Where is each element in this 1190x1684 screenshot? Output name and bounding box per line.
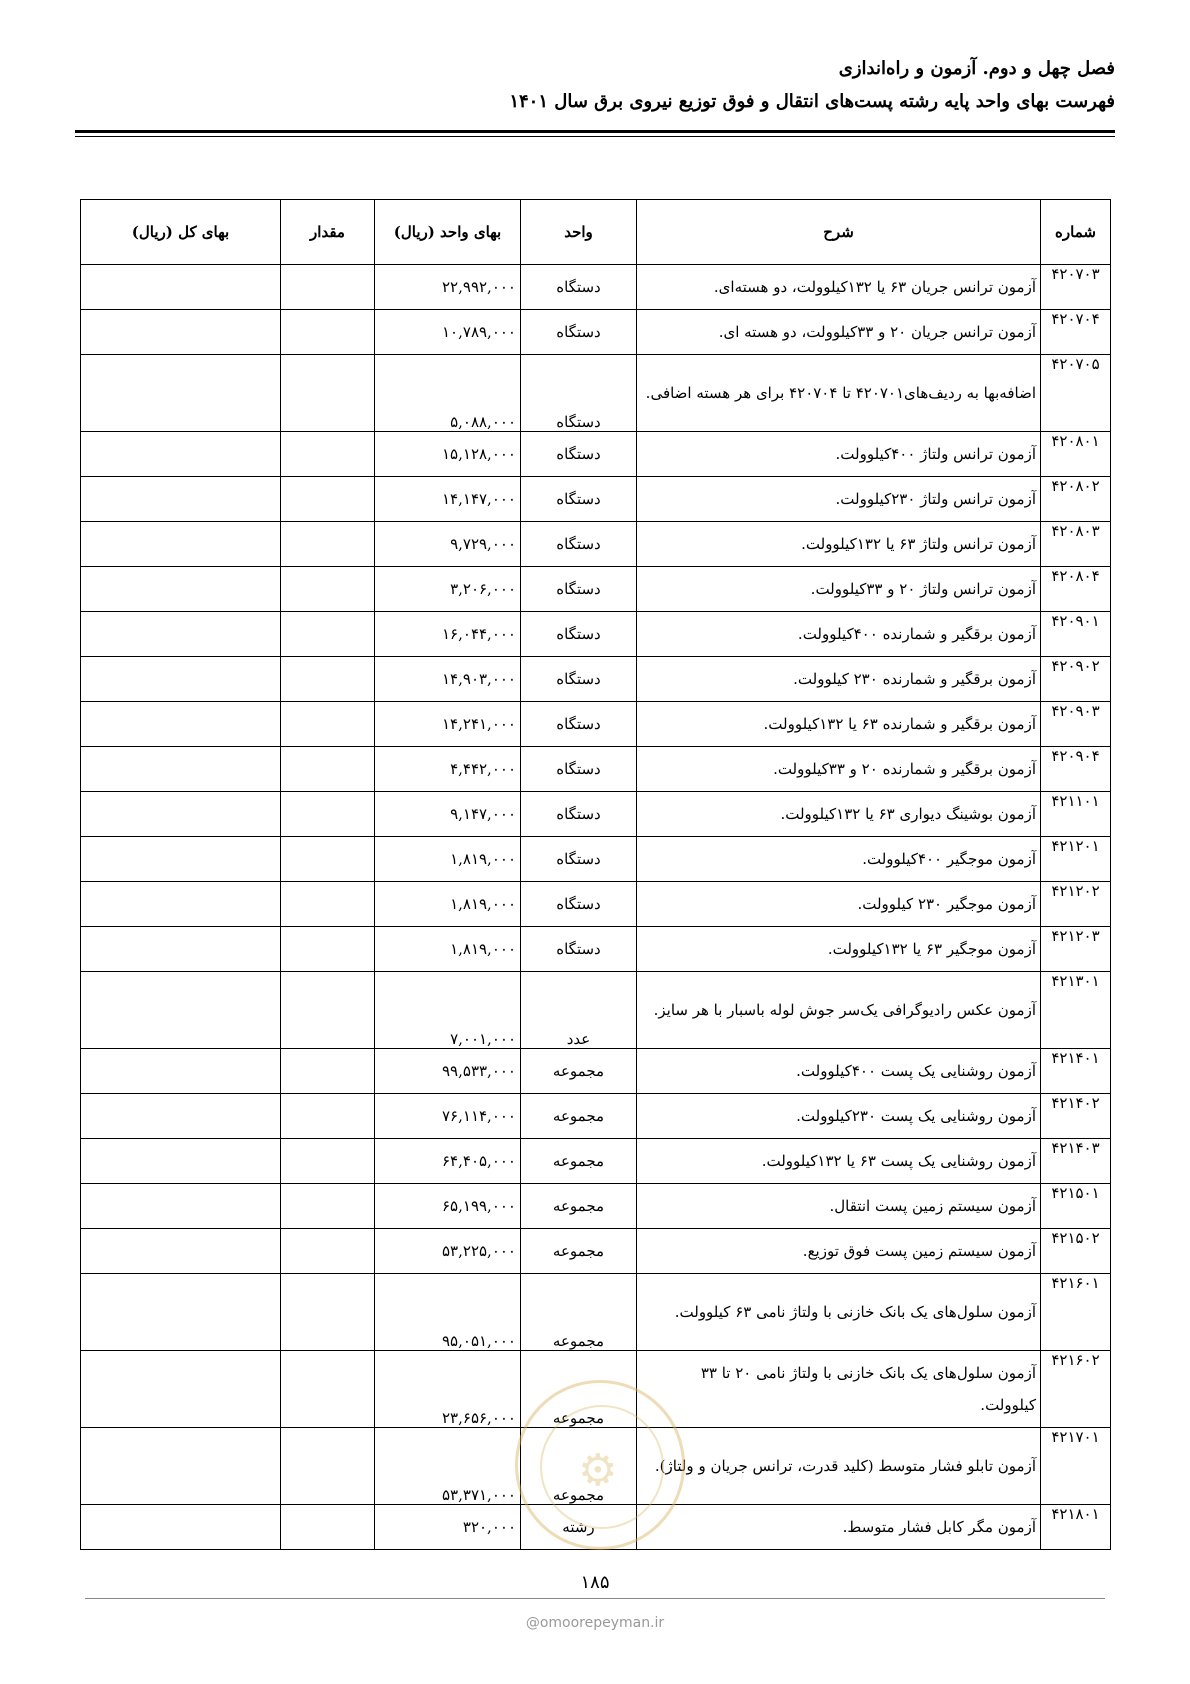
item-quantity	[281, 310, 375, 355]
item-total	[81, 522, 281, 567]
item-code: ۴۲۱۲۰۱	[1041, 837, 1111, 882]
item-total	[81, 1428, 281, 1505]
item-code: ۴۲۱۱۰۱	[1041, 792, 1111, 837]
table-row	[81, 522, 1111, 567]
item-unit-price: ۱۴,۱۴۷,۰۰۰	[375, 477, 521, 522]
item-code: ۴۲۱۴۰۱	[1041, 1049, 1111, 1094]
item-quantity	[281, 1229, 375, 1274]
item-total	[81, 837, 281, 882]
item-code: ۴۲۱۴۰۲	[1041, 1094, 1111, 1139]
item-unit: دستگاه	[521, 747, 637, 792]
website-watermark: @omoorepeyman.ir	[525, 1615, 665, 1631]
item-description: آزمون بوشینگ دیواری ۶۳ یا ۱۳۲کیلوولت.	[637, 792, 1041, 837]
item-unit-price: ۹,۱۴۷,۰۰۰	[375, 792, 521, 837]
item-code: ۴۲۰۷۰۵	[1041, 355, 1111, 432]
table-row	[81, 1094, 1111, 1139]
footer-rule	[85, 1598, 1105, 1599]
item-description: آزمون ترانس ولتاژ ۲۳۰کیلوولت.	[637, 477, 1041, 522]
item-code: ۴۲۱۵۰۲	[1041, 1229, 1111, 1274]
item-total	[81, 1139, 281, 1184]
item-description: آزمون سیستم زمین پست فوق توزیع.	[637, 1229, 1041, 1274]
item-unit-price: ۱۵,۱۲۸,۰۰۰	[375, 432, 521, 477]
item-unit: دستگاه	[521, 792, 637, 837]
item-quantity	[281, 792, 375, 837]
item-unit: عدد	[521, 972, 637, 1049]
item-unit: دستگاه	[521, 265, 637, 310]
item-unit: دستگاه	[521, 927, 637, 972]
item-unit-price: ۵۳,۲۲۵,۰۰۰	[375, 1229, 521, 1274]
item-description: آزمون ترانس جریان ۲۰ و ۳۳کیلوولت، دو هسته ای.	[637, 310, 1041, 355]
table-row	[81, 1049, 1111, 1094]
header-unit-price: بهای واحد (ریال)	[375, 200, 521, 265]
item-code: ۴۲۱۶۰۲	[1041, 1351, 1111, 1428]
item-total	[81, 1094, 281, 1139]
item-unit: دستگاه	[521, 657, 637, 702]
table-row	[81, 702, 1111, 747]
item-quantity	[281, 477, 375, 522]
item-unit-price: ۹,۷۲۹,۰۰۰	[375, 522, 521, 567]
item-total	[81, 477, 281, 522]
item-code: ۴۲۰۹۰۴	[1041, 747, 1111, 792]
header-total-price: بهای کل (ریال)	[81, 200, 281, 265]
item-total	[81, 657, 281, 702]
item-unit-price: ۲۲,۹۹۲,۰۰۰	[375, 265, 521, 310]
item-unit: رشته	[521, 1505, 637, 1550]
item-total	[81, 567, 281, 612]
item-unit: مجموعه	[521, 1428, 637, 1505]
table-row	[81, 1274, 1111, 1351]
item-quantity	[281, 1184, 375, 1229]
item-description: آزمون ترانس ولتاژ ۴۰۰کیلوولت.	[637, 432, 1041, 477]
item-total	[81, 702, 281, 747]
item-unit-price: ۱,۸۱۹,۰۰۰	[375, 882, 521, 927]
item-quantity	[281, 1274, 375, 1351]
item-unit: مجموعه	[521, 1229, 637, 1274]
item-quantity	[281, 1094, 375, 1139]
item-unit: مجموعه	[521, 1184, 637, 1229]
item-description: آزمون تابلو فشار متوسط (کلید قدرت، ترانس جریان و ولتاژ).	[637, 1428, 1041, 1505]
item-total	[81, 1184, 281, 1229]
item-unit-price: ۵,۰۸۸,۰۰۰	[375, 355, 521, 432]
item-total	[81, 612, 281, 657]
header-rule-thin	[75, 136, 1115, 137]
item-quantity	[281, 702, 375, 747]
item-code: ۴۲۱۶۰۱	[1041, 1274, 1111, 1351]
item-unit-price: ۱,۸۱۹,۰۰۰	[375, 927, 521, 972]
item-total	[81, 265, 281, 310]
item-description: آزمون موجگیر ۶۳ یا ۱۳۲کیلوولت.	[637, 927, 1041, 972]
item-code: ۴۲۰۸۰۲	[1041, 477, 1111, 522]
item-total	[81, 1049, 281, 1094]
item-description: آزمون برقگیر و شمارنده ۲۳۰ کیلوولت.	[637, 657, 1041, 702]
table-body	[81, 265, 1111, 1550]
table-row	[81, 792, 1111, 837]
item-unit: مجموعه	[521, 1049, 637, 1094]
table-row	[81, 837, 1111, 882]
item-description: آزمون سیستم زمین پست انتقال.	[637, 1184, 1041, 1229]
item-unit-price: ۹۵,۰۵۱,۰۰۰	[375, 1274, 521, 1351]
table-row	[81, 1428, 1111, 1505]
item-description: آزمون ترانس جریان ۶۳ یا ۱۳۲کیلوولت، دو هسته‌ای.	[637, 265, 1041, 310]
item-description: آزمون روشنایی یک پست ۲۳۰کیلوولت.	[637, 1094, 1041, 1139]
table-row	[81, 310, 1111, 355]
item-quantity	[281, 657, 375, 702]
item-total	[81, 1505, 281, 1550]
item-unit-price: ۲۳,۶۵۶,۰۰۰	[375, 1351, 521, 1428]
table-row	[81, 747, 1111, 792]
item-unit-price: ۱۴,۹۰۳,۰۰۰	[375, 657, 521, 702]
item-code: ۴۲۰۷۰۴	[1041, 310, 1111, 355]
item-quantity	[281, 1505, 375, 1550]
item-unit: مجموعه	[521, 1094, 637, 1139]
item-total	[81, 747, 281, 792]
item-unit: مجموعه	[521, 1274, 637, 1351]
item-quantity	[281, 612, 375, 657]
item-unit-price: ۶۵,۱۹۹,۰۰۰	[375, 1184, 521, 1229]
item-total	[81, 792, 281, 837]
header-unit: واحد	[521, 200, 637, 265]
item-total	[81, 972, 281, 1049]
page-header	[75, 58, 1115, 112]
item-total	[81, 1351, 281, 1428]
item-code: ۴۲۰۷۰۳	[1041, 265, 1111, 310]
page-number: ۱۸۵	[580, 1572, 610, 1593]
item-unit: دستگاه	[521, 612, 637, 657]
item-total	[81, 1229, 281, 1274]
item-unit-price: ۳۲۰,۰۰۰	[375, 1505, 521, 1550]
item-code: ۴۲۰۹۰۱	[1041, 612, 1111, 657]
item-unit: دستگاه	[521, 702, 637, 747]
item-unit: دستگاه	[521, 310, 637, 355]
item-code: ۴۲۰۸۰۴	[1041, 567, 1111, 612]
item-unit: دستگاه	[521, 837, 637, 882]
item-quantity	[281, 432, 375, 477]
item-unit: دستگاه	[521, 432, 637, 477]
item-code: ۴۲۰۸۰۱	[1041, 432, 1111, 477]
item-quantity	[281, 1139, 375, 1184]
item-code: ۴۲۱۴۰۳	[1041, 1139, 1111, 1184]
item-unit-price: ۱۶,۰۴۴,۰۰۰	[375, 612, 521, 657]
item-unit-price: ۵۳,۳۷۱,۰۰۰	[375, 1428, 521, 1505]
item-unit: دستگاه	[521, 477, 637, 522]
item-code: ۴۲۰۹۰۲	[1041, 657, 1111, 702]
item-quantity	[281, 355, 375, 432]
chapter-title: فصل چهل و دوم. آزمون و راه‌اندازی	[838, 58, 1115, 79]
table-row	[81, 477, 1111, 522]
item-description: آزمون برقگیر و شمارنده ۲۰ و ۳۳کیلوولت.	[637, 747, 1041, 792]
item-quantity	[281, 567, 375, 612]
item-unit-price: ۴,۴۴۲,۰۰۰	[375, 747, 521, 792]
item-code: ۴۲۰۹۰۳	[1041, 702, 1111, 747]
table-row	[81, 1184, 1111, 1229]
table-row	[81, 612, 1111, 657]
item-unit-price: ۳,۲۰۶,۰۰۰	[375, 567, 521, 612]
item-total	[81, 927, 281, 972]
item-code: ۴۲۱۳۰۱	[1041, 972, 1111, 1049]
item-quantity	[281, 972, 375, 1049]
item-unit-price: ۱۰,۷۸۹,۰۰۰	[375, 310, 521, 355]
item-unit-price: ۱,۸۱۹,۰۰۰	[375, 837, 521, 882]
table-row	[81, 882, 1111, 927]
header-quantity: مقدار	[281, 200, 375, 265]
table-row	[81, 567, 1111, 612]
item-quantity	[281, 882, 375, 927]
item-description: آزمون ترانس ولتاژ ۲۰ و ۳۳کیلوولت.	[637, 567, 1041, 612]
table-row	[81, 355, 1111, 432]
item-unit: دستگاه	[521, 522, 637, 567]
table-row	[81, 1229, 1111, 1274]
item-code: ۴۲۱۷۰۱	[1041, 1428, 1111, 1505]
item-total	[81, 1274, 281, 1351]
item-total	[81, 432, 281, 477]
item-description: آزمون روشنایی یک پست ۶۳ یا ۱۳۲کیلوولت.	[637, 1139, 1041, 1184]
table-row	[81, 432, 1111, 477]
item-quantity	[281, 927, 375, 972]
item-description: آزمون ترانس ولتاژ ۶۳ یا ۱۳۲کیلوولت.	[637, 522, 1041, 567]
item-description: آزمون سلول‌های یک بانک خازنی با ولتاژ نامی ۶۳ کیلوولت.	[637, 1274, 1041, 1351]
item-code: ۴۲۱۵۰۱	[1041, 1184, 1111, 1229]
table-row	[81, 927, 1111, 972]
header-description: شرح	[637, 200, 1041, 265]
item-code: ۴۲۱۸۰۱	[1041, 1505, 1111, 1550]
item-unit-price: ۷,۰۰۱,۰۰۰	[375, 972, 521, 1049]
item-description: آزمون برقگیر و شمارنده ۶۳ یا ۱۳۲کیلوولت.	[637, 702, 1041, 747]
item-description: آزمون عکس رادیوگرافی یک‌سر جوش لوله باسبار با هر سایز.	[637, 972, 1041, 1049]
table-row	[81, 1351, 1111, 1428]
item-code: ۴۲۱۲۰۳	[1041, 927, 1111, 972]
item-unit-price: ۷۶,۱۱۴,۰۰۰	[375, 1094, 521, 1139]
item-quantity	[281, 1428, 375, 1505]
item-description: آزمون موجگیر ۴۰۰کیلوولت.	[637, 837, 1041, 882]
item-quantity	[281, 747, 375, 792]
price-list-table	[80, 199, 1111, 1550]
header-code: شماره	[1041, 200, 1111, 265]
item-description: آزمون روشنایی یک پست ۴۰۰کیلوولت.	[637, 1049, 1041, 1094]
item-total	[81, 310, 281, 355]
header-rule-thick	[75, 130, 1115, 133]
table-row	[81, 657, 1111, 702]
item-unit-price: ۶۴,۴۰۵,۰۰۰	[375, 1139, 521, 1184]
item-code: ۴۲۰۸۰۳	[1041, 522, 1111, 567]
item-total	[81, 882, 281, 927]
item-quantity	[281, 522, 375, 567]
table-row	[81, 972, 1111, 1049]
item-unit: دستگاه	[521, 355, 637, 432]
item-quantity	[281, 837, 375, 882]
item-description: آزمون موجگیر ۲۳۰ کیلوولت.	[637, 882, 1041, 927]
item-code: ۴۲۱۲۰۲	[1041, 882, 1111, 927]
item-unit: دستگاه	[521, 567, 637, 612]
document-subtitle: فهرست بهای واحد پایه رشته پست‌های انتقال و فوق توزیع نیروی برق سال ۱۴۰۱	[509, 91, 1115, 112]
table-row	[81, 1139, 1111, 1184]
item-quantity	[281, 265, 375, 310]
item-quantity	[281, 1049, 375, 1094]
item-unit: مجموعه	[521, 1351, 637, 1428]
gear-icon: ⚙	[578, 1445, 618, 1496]
table-header-row	[81, 200, 1111, 265]
item-quantity	[281, 1351, 375, 1428]
item-unit: مجموعه	[521, 1139, 637, 1184]
item-description: اضافه‌بها به ردیف‌های۴۲۰۷۰۱ تا ۴۲۰۷۰۴ برای هر هسته اضافی.	[637, 355, 1041, 432]
item-description: آزمون مگر کابل فشار متوسط.	[637, 1505, 1041, 1550]
item-total	[81, 355, 281, 432]
item-description: آزمون سلول‌های یک بانک خازنی با ولتاژ نامی ۲۰ تا ۳۳ کیلوولت.	[637, 1351, 1041, 1428]
table-row	[81, 1505, 1111, 1550]
table-row	[81, 265, 1111, 310]
item-unit: دستگاه	[521, 882, 637, 927]
item-unit-price: ۹۹,۵۳۳,۰۰۰	[375, 1049, 521, 1094]
item-description: آزمون برقگیر و شمارنده ۴۰۰کیلوولت.	[637, 612, 1041, 657]
item-unit-price: ۱۴,۲۴۱,۰۰۰	[375, 702, 521, 747]
